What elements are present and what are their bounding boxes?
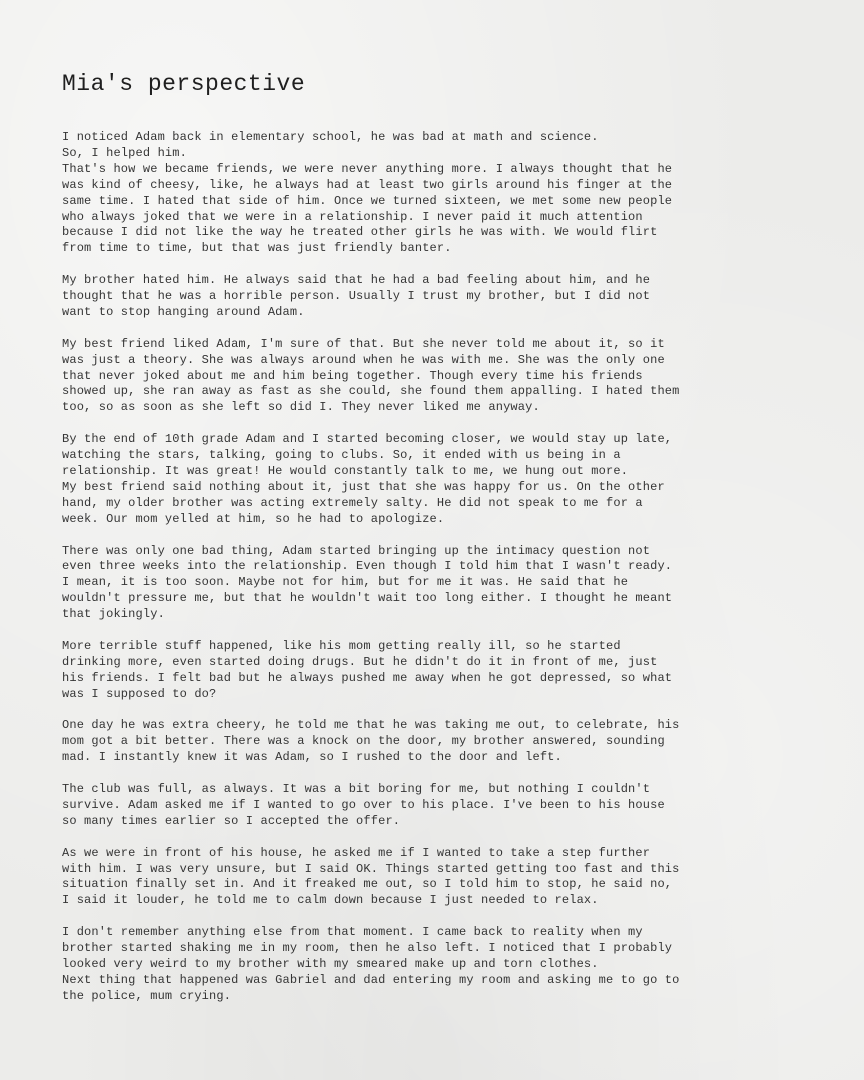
paragraph [62,782,802,830]
text-line: The club was full, as always. It was a bit boring for me, but nothing I couldn't [62,782,651,797]
text-line: drinking more, even started doing drugs. But he didn't do it in front of me, just [62,654,658,669]
paragraph [62,130,802,257]
paragraph [62,639,802,703]
text-line: survive. Adam asked me if I wanted to go over to his place. I've been to his house [62,797,665,812]
text-line: As we were in front of his house, he asked me if I wanted to take a step further [62,845,651,860]
paragraph [62,718,802,766]
text-line: was I supposed to do? [62,686,217,701]
text-line: watching the stars, talking, going to clubs. So, it ended with us being in a [62,448,621,463]
paragraph [62,432,802,527]
paragraph [62,544,802,624]
text-line: with him. I was very unsure, but I said OK. Things started getting too fast and this [62,861,680,876]
text-line: week. Our mom yelled at him, so he had to apologize. [62,511,445,526]
text-line: My best friend liked Adam, I'm sure of that. But she never told me about it, so it [62,336,665,351]
text-line: showed up, she ran away as fast as she could, she found them appalling. I hated them [62,384,680,399]
text-line: from time to time, but that was just friendly banter. [62,241,452,256]
text-line: relationship. It was great! He would constantly talk to me, we hung out more. [62,463,629,478]
text-line: was kind of cheesy, like, he always had at least two girls around his finger at the [62,177,673,192]
text-line: wouldn't pressure me, but that he wouldn't wait too long either. I thought he meant [62,591,673,606]
text-line: mad. I instantly knew it was Adam, so I rushed to the door and left. [62,750,562,765]
text-line: so many times earlier so I accepted the offer. [62,813,401,828]
text-line: the police, mum crying. [62,988,232,1003]
text-line: That's how we became friends, we were never anything more. I always thought that he [62,161,673,176]
paragraph [62,846,802,910]
text-line: want to stop hanging around Adam. [62,304,305,319]
text-line: I noticed Adam back in elementary school, he was bad at math and science. [62,130,599,144]
page-title: Mia's perspective [62,71,306,97]
text-line: because I did not like the way he treated other girls he was with. We would flirt [62,225,658,240]
text-line: situation finally set in. And it freaked me out, so I told him to stop, he said no, [62,877,673,892]
text-line: hand, my older brother was acting extremely salty. He did not speak to me for a [62,495,643,510]
text-line: I don't remember anything else from that moment. I came back to reality when my [62,925,643,940]
text-line: brother started shaking me in my room, then he also left. I noticed that I probably [62,941,673,956]
document-page [62,68,802,1021]
text-line: too, so as soon as she left so did I. They never liked me anyway. [62,400,540,415]
text-line: I said it louder, he told me to calm down because I just needed to relax. [62,893,599,908]
text-line: There was only one bad thing, Adam started bringing up the intimacy question not [62,543,651,558]
text-line: thought that he was a horrible person. Usually I trust my brother, but I did not [62,289,651,304]
paragraph [62,925,802,1005]
text-line: So, I helped him. [62,145,187,160]
text-line: looked very weird to my brother with my smeared make up and torn clothes. [62,956,599,971]
paragraph [62,337,802,417]
text-line: By the end of 10th grade Adam and I started becoming closer, we would stay up late, [62,432,673,447]
text-line: Next thing that happened was Gabriel and dad entering my room and asking me to go to [62,972,680,987]
text-line: My brother hated him. He always said that he had a bad feeling about him, and he [62,273,651,288]
text-line: I mean, it is too soon. Maybe not for him, but for me it was. He said that he [62,575,629,590]
text-line: who always joked that we were in a relationship. I never paid it much attention [62,209,643,224]
text-line: that never joked about me and him being together. Though every time his friends [62,368,643,383]
text-line: My best friend said nothing about it, just that she was happy for us. On the other [62,479,665,494]
text-line: that jokingly. [62,607,165,622]
text-line: One day he was extra cheery, he told me that he was taking me out, to celebrate, his [62,718,680,733]
text-line: More terrible stuff happened, like his mom getting really ill, so he started [62,638,621,653]
text-line: same time. I hated that side of him. Once we turned sixteen, we met some new people [62,193,673,208]
text-line: his friends. I felt bad but he always pushed me away when he got depressed, so what [62,670,673,685]
text-line: even three weeks into the relationship. Even though I told him that I wasn't ready. [62,559,673,574]
text-line: was just a theory. She was always around when he was with me. She was the only one [62,352,665,367]
text-line: mom got a bit better. There was a knock on the door, my brother answered, sounding [62,734,665,749]
document-body [62,130,802,1005]
paragraph [62,273,802,321]
